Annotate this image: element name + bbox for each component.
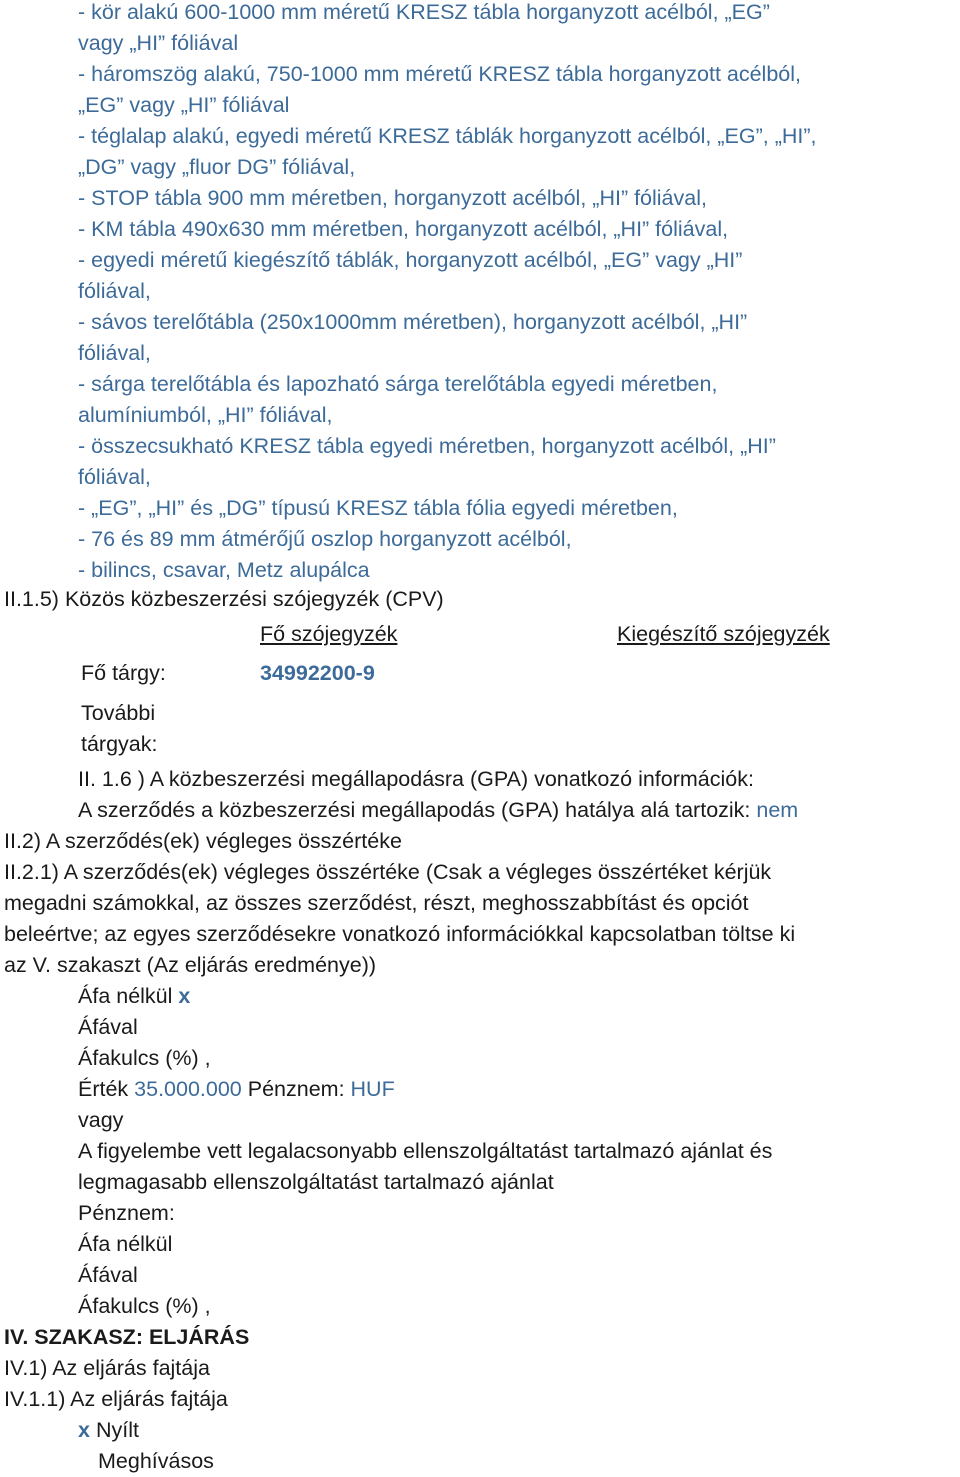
- material-line: - egyedi méretű kiegészítő táblák, horganyzott acélból, „EG” vagy „HI”: [78, 248, 743, 272]
- material-line: fóliával,: [78, 341, 151, 365]
- material-line: - „EG”, „HI” és „DG” típusú KRESZ tábla fólia egyedi méretben,: [78, 496, 678, 520]
- material-line: - 76 és 89 mm átmérőjű oszlop horganyzott acélból,: [78, 527, 572, 551]
- afakulcs2-label: Áfakulcs (%) ,: [78, 1294, 211, 1318]
- afaval-label: Áfával: [78, 1015, 138, 1039]
- afaval2-label: Áfával: [78, 1263, 138, 1287]
- gpa-text: [78, 795, 798, 826]
- cpv-other-label: További: [81, 701, 156, 725]
- value-desc-line-2: megadni számokkal, az összes szerződést, részt, meghosszabbítást és opciót: [4, 891, 749, 915]
- material-line: „DG” vagy „fluor DG” fóliával,: [78, 155, 356, 179]
- cpv-main-column-header: Fő szójegyzék: [260, 622, 398, 646]
- material-line: vagy „HI” fóliával: [78, 31, 239, 55]
- range-line-1: A figyelembe vett legalacsonyabb ellenszolgáltatást tartalmazó ajánlat és: [78, 1139, 773, 1163]
- material-line: - háromszög alakú, 750-1000 mm méretű KRESZ tábla horganyzott acélból,: [78, 62, 802, 86]
- ertek-label: Érték: [78, 1077, 135, 1101]
- value-desc-line-3: beleértve; az egyes szerződésekre vonatkozó információkkal kapcsolatban töltse ki: [4, 922, 796, 946]
- cpv-heading: II.1.5) Közös közbeszerzési szójegyzék (CPV): [4, 587, 444, 611]
- material-line: „EG” vagy „HI” fóliával: [78, 93, 290, 117]
- procedure-open-checkmark: x: [78, 1418, 90, 1442]
- section-iv-title: IV. SZAKASZ: ELJÁRÁS: [4, 1325, 250, 1349]
- material-line: fóliával,: [78, 279, 151, 303]
- procedure-open-label: Nyílt: [89, 1418, 139, 1442]
- vagy-label: vagy: [78, 1108, 124, 1132]
- value-desc-line-1: II.2.1) A szerződés(ek) végleges összértéke (Csak a végleges összértéket kérjük: [4, 860, 772, 884]
- cpv-other-label-cont: tárgyak:: [81, 732, 158, 756]
- procedure-open-row: [78, 1415, 139, 1446]
- material-line: - sárga terelőtábla és lapozható sárga terelőtábla egyedi méretben,: [78, 372, 718, 396]
- afa-nelkul-checkmark: x: [178, 984, 191, 1008]
- penznem-value: HUF: [350, 1077, 395, 1101]
- material-line: - KM tábla 490x630 mm méretben, horganyzott acélból, „HI” fóliával,: [78, 217, 729, 241]
- procedure-restricted-label: Meghívásos: [98, 1449, 214, 1473]
- material-line: - összecsukható KRESZ tábla egyedi méretben, horganyzott acélból, „HI”: [78, 434, 776, 458]
- material-line: - STOP tábla 900 mm méretben, horganyzott acélból, „HI” fóliával,: [78, 186, 707, 210]
- cpv-supplementary-column-header: Kiegészítő szójegyzék: [617, 622, 830, 646]
- range-line-2: legmagasabb ellenszolgáltatást tartalmazó ajánlat: [78, 1170, 554, 1194]
- gpa-label: A szerződés a közbeszerzési megállapodás (GPA) hatálya alá tartozik:: [78, 798, 757, 822]
- material-line: alumíniumból, „HI” fóliával,: [78, 403, 333, 427]
- penznem2-label: Pénznem:: [78, 1201, 175, 1225]
- ertek-value: 35.000.000: [134, 1077, 242, 1101]
- material-line: - kör alakú 600-1000 mm méretű KRESZ tábla horganyzott acélból, „EG”: [78, 0, 770, 24]
- value-heading: II.2) A szerződés(ek) végleges összértéke: [4, 829, 402, 853]
- material-line: - bilincs, csavar, Metz alupálca: [78, 558, 370, 582]
- penznem-label: Pénznem:: [241, 1077, 351, 1101]
- afa-nelkul-row: [78, 981, 190, 1012]
- afa-nelkul-label: Áfa nélkül: [78, 984, 179, 1008]
- gpa-value: nem: [756, 798, 799, 822]
- section-iv-1-1-heading: IV.1.1) Az eljárás fajtája: [4, 1387, 228, 1411]
- value-desc-line-4: az V. szakaszt (Az eljárás eredménye)): [4, 953, 377, 977]
- material-line: - téglalap alakú, egyedi méretű KRESZ táblák horganyzott acélból, „EG”, „HI”,: [78, 124, 817, 148]
- material-line: - sávos terelőtábla (250x1000mm méretben), horganyzott acélból, „HI”: [78, 310, 748, 334]
- cpv-main-code: 34992200-9: [260, 661, 375, 685]
- gpa-heading: II. 1.6 ) A közbeszerzési megállapodásra (GPA) vonatkozó információk:: [78, 767, 754, 791]
- afa-nelkul2-label: Áfa nélkül: [78, 1232, 173, 1256]
- cpv-main-label: Fő tárgy:: [81, 661, 166, 685]
- material-line: fóliával,: [78, 465, 151, 489]
- afakulcs-label: Áfakulcs (%) ,: [78, 1046, 211, 1070]
- section-iv-1-heading: IV.1) Az eljárás fajtája: [4, 1356, 210, 1380]
- ertek-row: [78, 1074, 395, 1105]
